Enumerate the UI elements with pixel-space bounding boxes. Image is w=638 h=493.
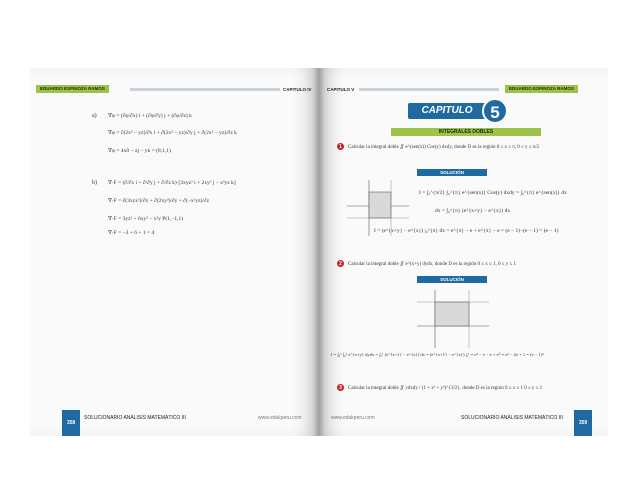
problem-3-text: Calcular la integral doble ∬ ydxdy / (1 + x² + y²)^{3/2}, donde D es la región 0 ≤ x ≤ 1 0 ≤ y ≤ 1	[348, 385, 543, 391]
problem-2	[337, 260, 516, 267]
item-b-line-4: ∇·F = −3 + 6 + 1 = 4	[108, 230, 155, 236]
problem-2-bullet: 2	[337, 260, 344, 267]
chapter-number: 5	[482, 98, 508, 124]
item-a-line-1: ∇φ = (∂φ/∂x) i + (∂φ/∂y) j + (∂φ/∂z) k	[108, 113, 192, 119]
item-a-label: a)	[92, 113, 97, 119]
book-spine	[313, 68, 325, 436]
left-page	[30, 68, 319, 436]
problem-1-text: Calcular la integral doble ∬ e^(sen(x)) Cos(y) dxdy, donde D es la región 0 ≤ x ≤ π, 0 ≤ y ≤ π/2	[348, 144, 540, 150]
problem-1	[337, 143, 539, 150]
left-header-author: EDUARDO ESPINOZA RAMOS	[36, 85, 109, 93]
right-header-bar	[359, 88, 499, 91]
right-page	[319, 68, 608, 436]
chapter-subtitle: INTEGRALES DOBLES	[391, 128, 541, 136]
item-a-line-3: ∇φ = 4x0 − zj − yk = (8,1,1)	[108, 148, 171, 154]
problem-3-bullet: 3	[337, 384, 344, 391]
item-b-line-2: ∇·F = ∂(3xyz²)/∂x + ∂(2xy³)/∂y + ∂(−x²yz)/∂z	[108, 198, 210, 204]
left-footer-url: www.edukperu.com	[258, 415, 302, 421]
right-footer-url: www.edukperu.com	[331, 415, 375, 421]
solution-1-line-1: I = ∫₀^{π/2} ∫₀^{π} e^{sen(x)} Cos(y) dxdy = ∫₀^{π} e^{sen(x)} dx	[419, 190, 567, 196]
solution-2-line-1: I = ∫₀¹ ∫₀¹ e^{x+y} dydx = ∫₀¹ (e^{x+1} − e^{x}) dx = (e^{x+1} − e^{x}) |₀¹ = e² − e − e + e⁰ = e² − 2e + 1 = (e − 1)²	[331, 352, 544, 357]
left-page-number: 358	[62, 410, 80, 436]
item-b-line-3: ∇·F = 3yz² + 6xy² − x²y P(1,−1,1)	[108, 216, 184, 222]
solution-1-banner: SOLUCIÓN	[417, 169, 487, 176]
chapter-banner	[408, 98, 513, 124]
region-2-diagram	[417, 290, 489, 348]
item-b-label: b)	[92, 180, 97, 186]
right-page-number: 359	[574, 410, 592, 436]
solution-1-line-2: dx = ∫₀^{π} (e^{x+y} − e^{x}) dx	[435, 208, 511, 214]
right-footer-title: SOLUCIONARIO ANÁLISIS MATEMÁTICO III	[461, 415, 563, 421]
problem-3	[337, 384, 542, 391]
left-footer-title: SOLUCIONARIO ANÁLISIS MATEMÁTICO III	[84, 415, 186, 421]
item-b-line-1: ∇·F = (∂/∂x i + ∂/∂y j + ∂/∂z k)·[3xyz² i + 2xy³ j − x²yz k]	[108, 180, 236, 186]
chapter-word: CAPITULO	[408, 103, 486, 119]
right-header-author: EDUARDO ESPINOZA RAMOS	[505, 85, 578, 93]
left-header-chapter: CAPITULO IV	[283, 87, 312, 92]
left-header-bar	[130, 88, 280, 91]
solution-1-line-3: I = (e^{x+y} − e^{x}) |₀^{π} dx = e^{π} − e + e^{π} − e = (e − 1)−(e − 1) = (e − 1)	[374, 228, 559, 234]
right-header-chapter: CAPITULO V	[327, 87, 355, 92]
item-a-line-2: ∇φ = ∂(2x² − yz)/∂x i + ∂(2x² − yz)/∂y j + ∂(2x² − yz)/∂z k	[108, 130, 237, 136]
solution-2-banner: SOLUCIÓN	[417, 276, 487, 283]
problem-2-text: Calcular la integral doble ∬ e^(x+y) dydx, donde D es la región 0 ≤ x ≤ 1, 0 ≤ y ≤ 1	[348, 261, 517, 267]
problem-1-bullet: 1	[337, 143, 344, 150]
open-book	[30, 68, 608, 436]
